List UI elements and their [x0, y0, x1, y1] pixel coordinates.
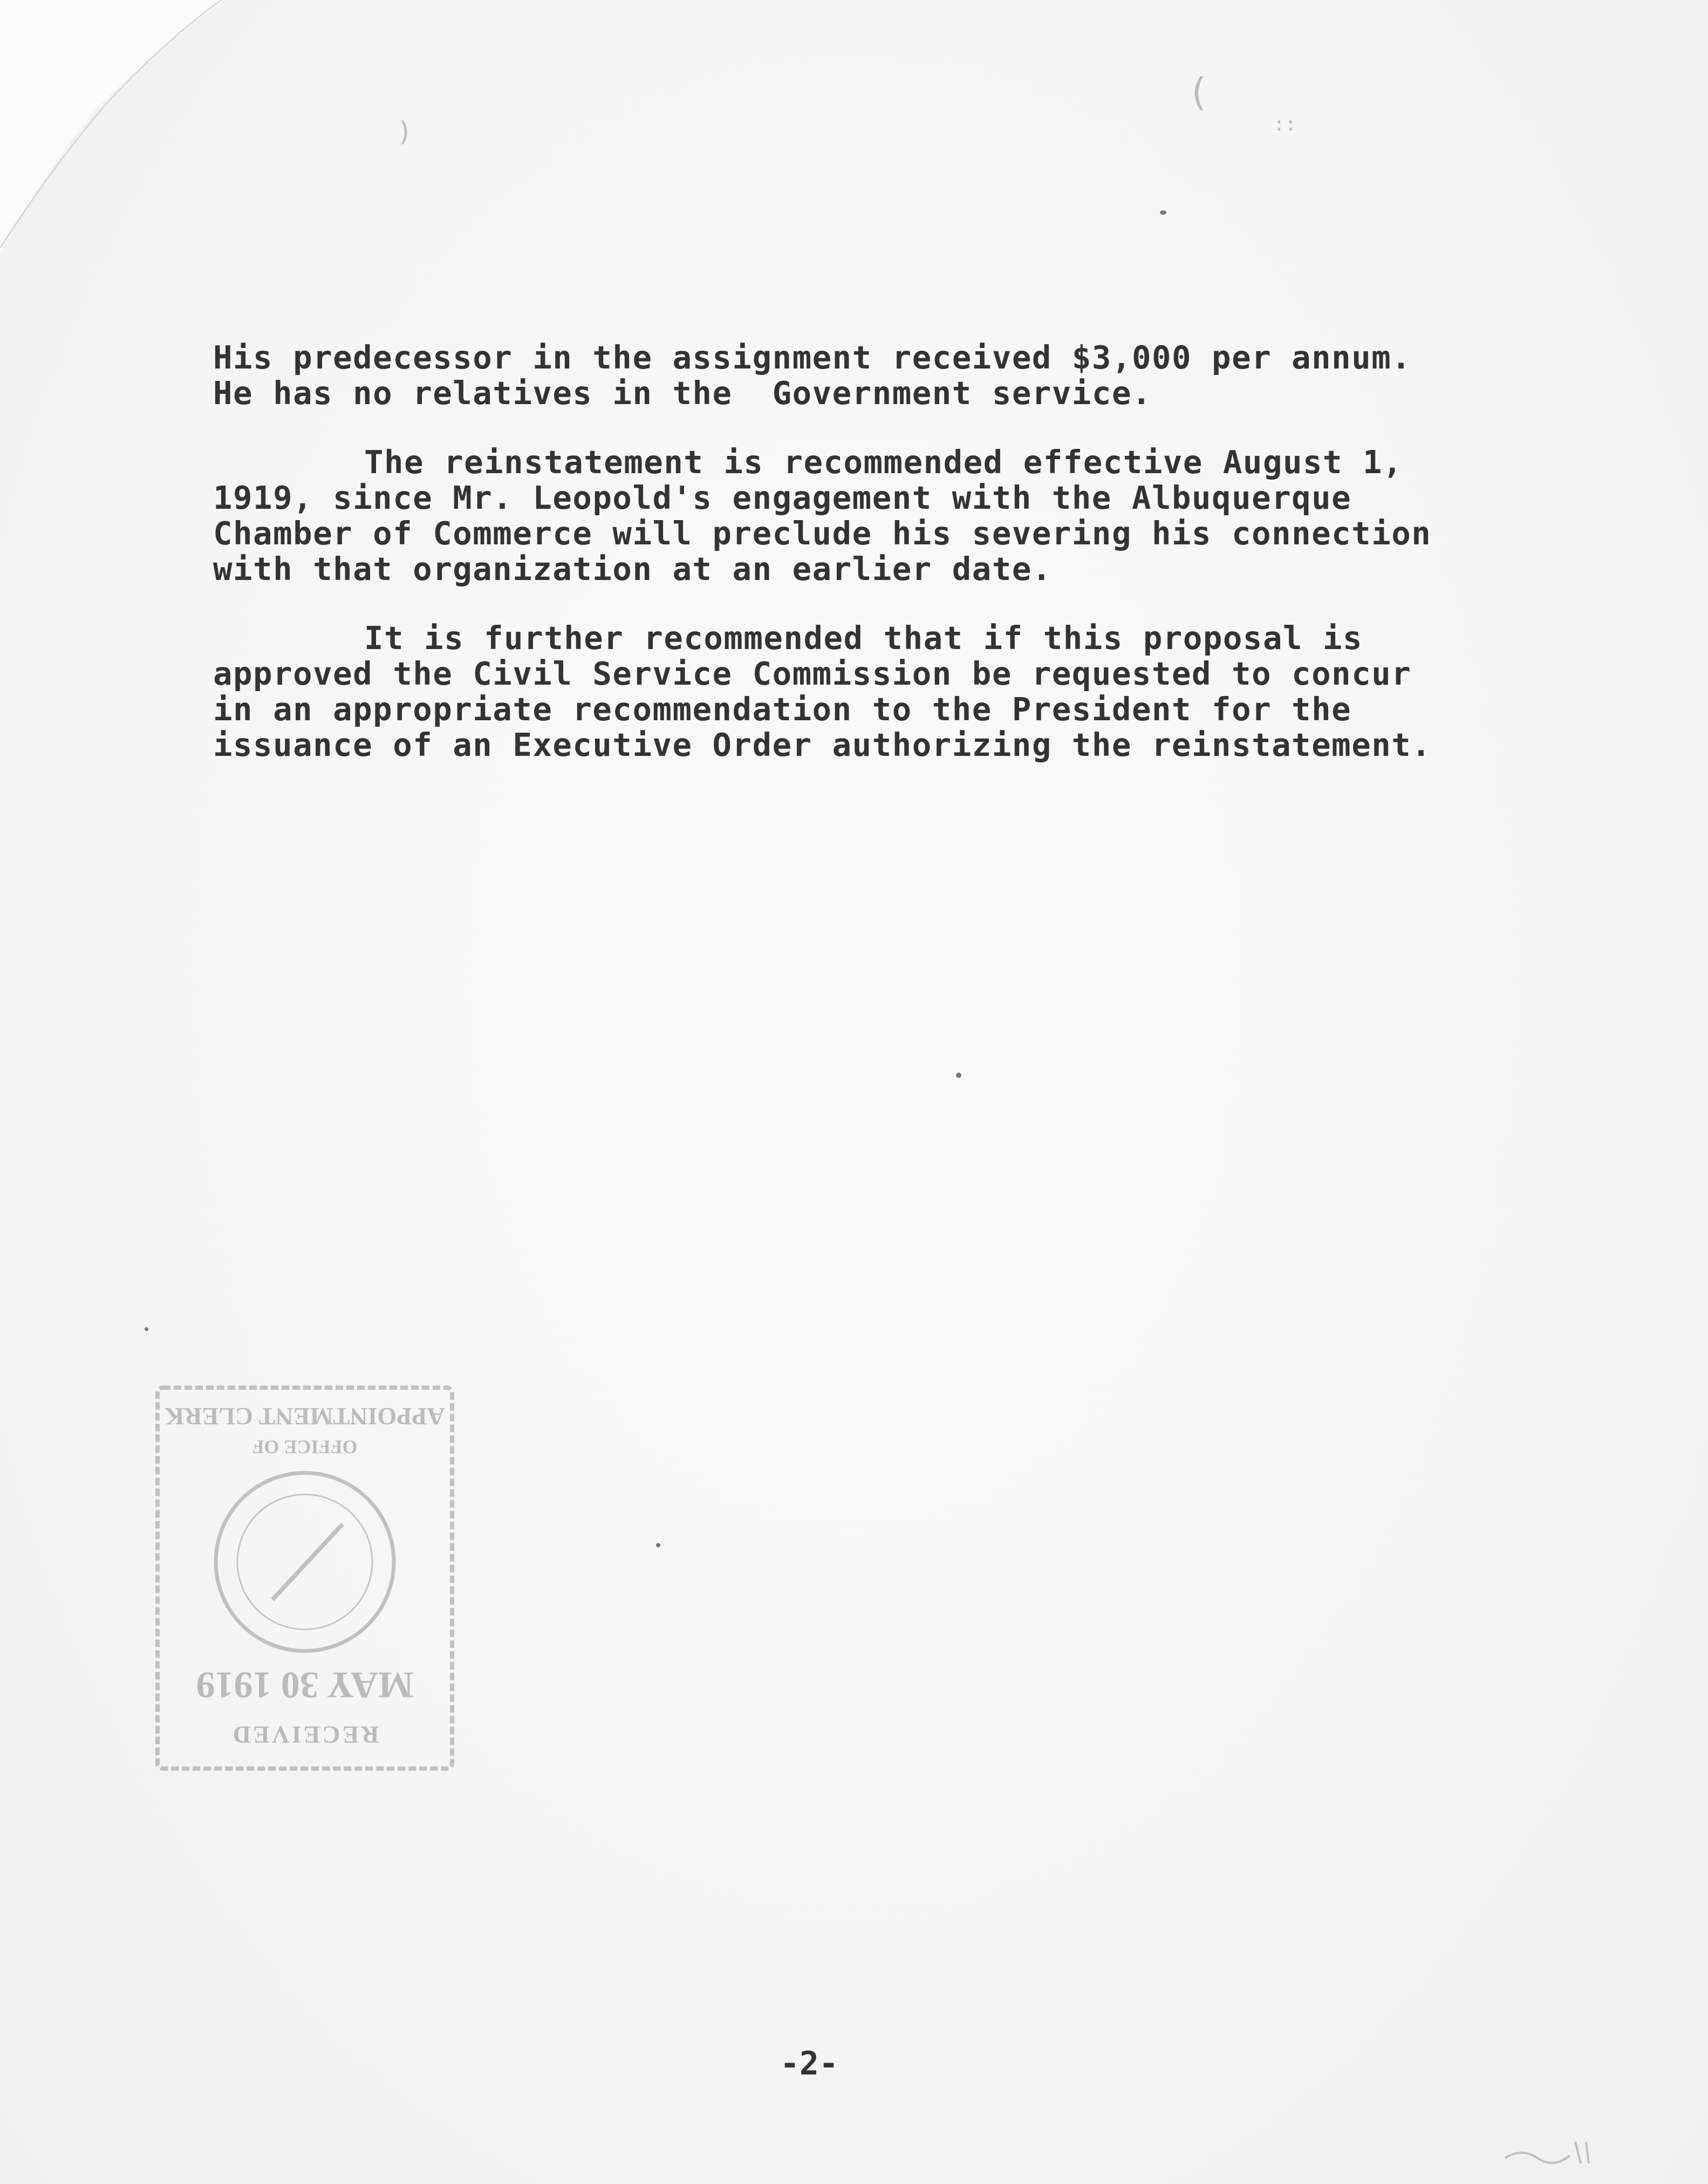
- margin-smudge: ): [397, 116, 413, 147]
- stamp-office-line-2: APPOINTMENT CLERK: [165, 1403, 445, 1430]
- paper-corner-crease: [0, 0, 227, 254]
- ink-speck: [956, 1073, 961, 1078]
- text-line: issuance of an Executive Order authorizing the reinstatement.: [213, 726, 1432, 763]
- paragraph: [213, 340, 1519, 411]
- margin-smudge: (: [1187, 70, 1210, 114]
- text-line: He has no relatives in the Government service.: [213, 374, 1152, 412]
- ink-speck: [1160, 210, 1166, 215]
- stamp-top-text: RECEIVED: [230, 1721, 379, 1749]
- paragraph: [213, 445, 1519, 587]
- text-line: It is further recommended that if this proposal is: [364, 619, 1363, 657]
- page-number: -2-: [780, 2045, 839, 2083]
- ink-speck: [656, 1543, 660, 1547]
- text-line: His predecessor in the assignment received $3,000 per annum.: [213, 339, 1412, 376]
- stamp-office-line-1: OFFICE OF: [252, 1436, 358, 1458]
- text-line: approved the Civil Service Commission be requested to concur: [213, 655, 1412, 692]
- text-line: The reinstatement is recommended effective August 1,: [364, 443, 1403, 481]
- appointment-clerk-stamp: [151, 1381, 459, 1775]
- text-line: in an appropriate recommendation to the President for the: [213, 691, 1352, 728]
- stamp-date: MAY 30 1919: [196, 1664, 414, 1705]
- letter-body: [213, 340, 1519, 796]
- paragraph: [213, 620, 1519, 763]
- text-line: Chamber of Commerce will preclude his severing his connection: [213, 515, 1432, 552]
- text-line: with that organization at an earlier date.: [213, 550, 1052, 588]
- ink-speck: [145, 1327, 148, 1331]
- text-line: 1919, since Mr. Leopold's engagement with the Albuquerque: [213, 479, 1352, 516]
- archive-corner-mark: [1500, 2137, 1597, 2169]
- margin-smudge: ::: [1273, 113, 1297, 135]
